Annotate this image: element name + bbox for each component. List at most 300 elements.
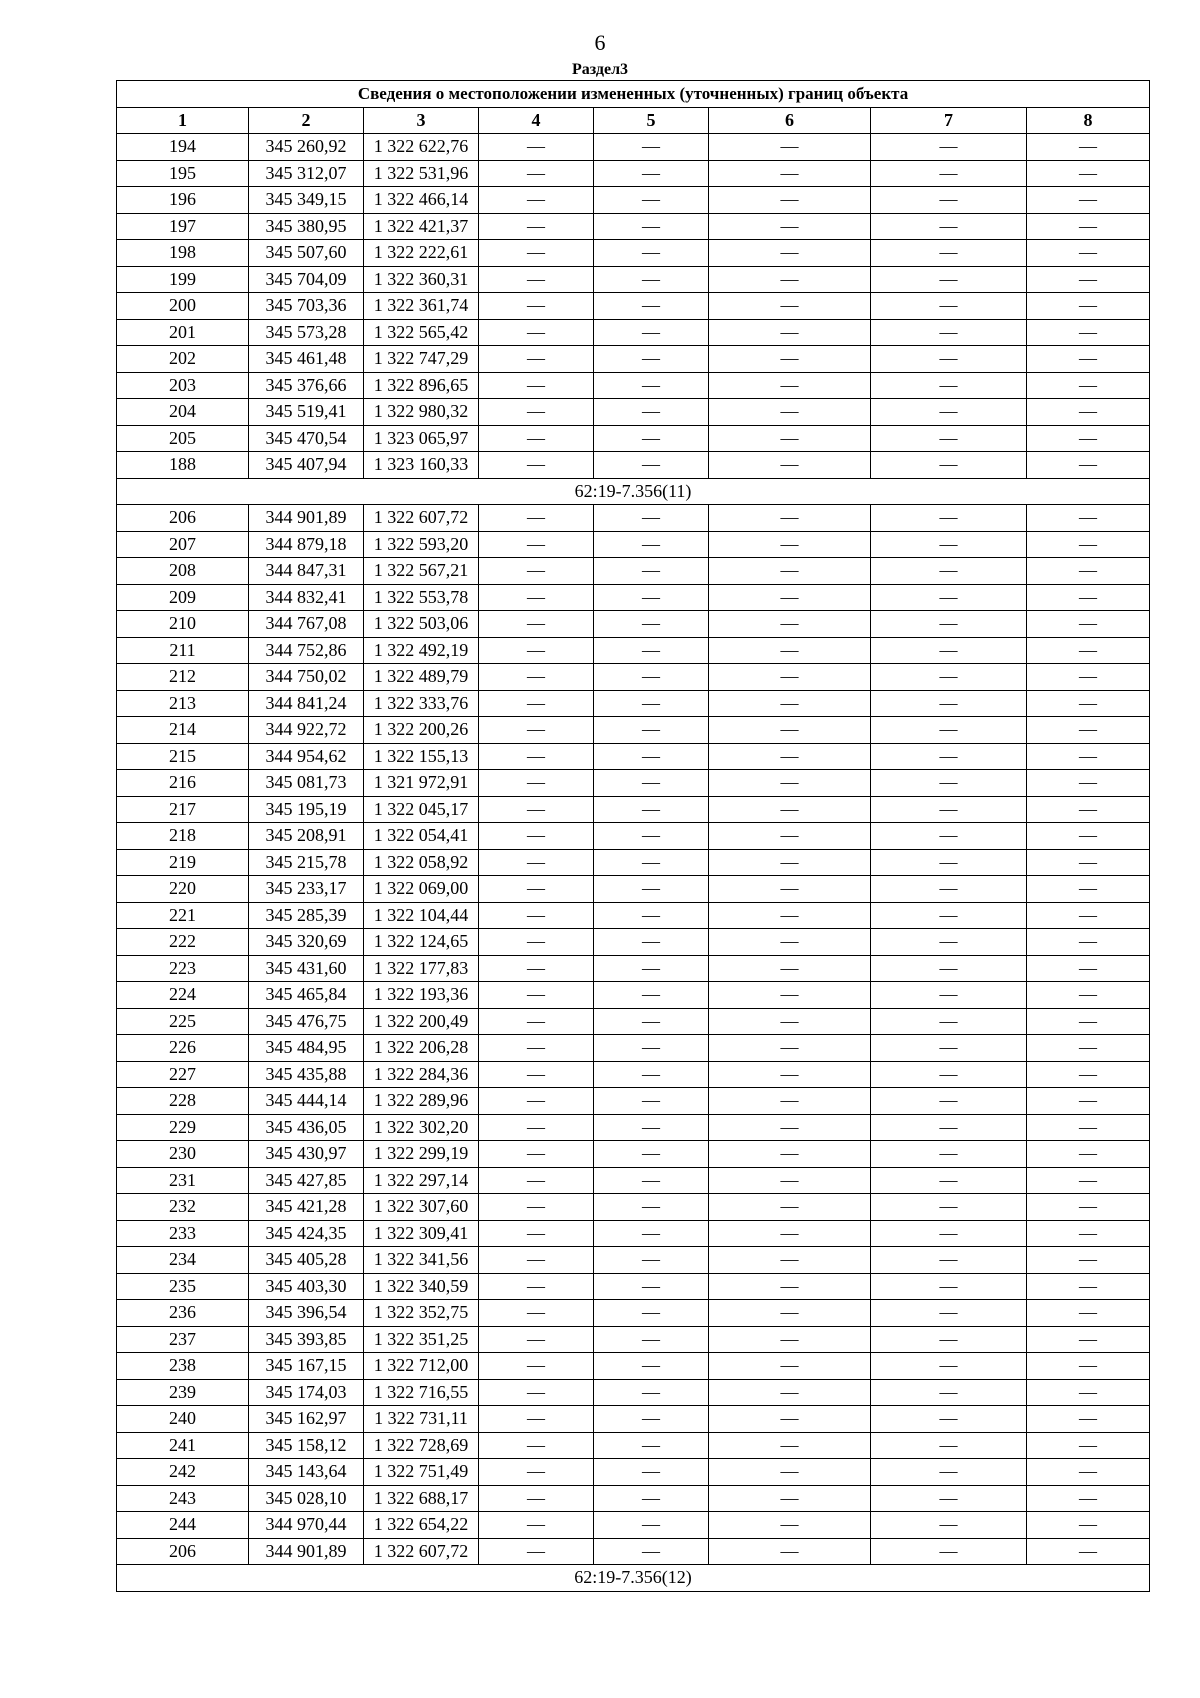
empty-value-cell: — <box>871 1273 1027 1300</box>
empty-value-cell: — <box>709 319 871 346</box>
point-number-cell: 188 <box>117 452 249 479</box>
x-coordinate-cell: 345 233,17 <box>249 876 364 903</box>
empty-value-cell: — <box>594 664 709 691</box>
empty-value-cell: — <box>594 1141 709 1168</box>
empty-value-cell: — <box>1027 584 1150 611</box>
table-row <box>117 982 1150 1009</box>
empty-value-cell: — <box>709 293 871 320</box>
y-coordinate-cell: 1 322 731,11 <box>364 1406 479 1433</box>
point-number-cell: 235 <box>117 1273 249 1300</box>
empty-value-cell: — <box>871 187 1027 214</box>
y-coordinate-cell: 1 322 104,44 <box>364 902 479 929</box>
y-coordinate-cell: 1 322 302,20 <box>364 1114 479 1141</box>
x-coordinate-cell: 345 470,54 <box>249 425 364 452</box>
empty-value-cell: — <box>479 796 594 823</box>
point-number-cell: 227 <box>117 1061 249 1088</box>
table-row <box>117 1008 1150 1035</box>
empty-value-cell: — <box>594 1432 709 1459</box>
empty-value-cell: — <box>479 505 594 532</box>
y-coordinate-cell: 1 323 065,97 <box>364 425 479 452</box>
y-coordinate-cell: 1 322 565,42 <box>364 319 479 346</box>
table-row <box>117 160 1150 187</box>
empty-value-cell: — <box>594 1194 709 1221</box>
empty-value-cell: — <box>871 425 1027 452</box>
y-coordinate-cell: 1 322 421,37 <box>364 213 479 240</box>
empty-value-cell: — <box>594 982 709 1009</box>
point-number-cell: 219 <box>117 849 249 876</box>
x-coordinate-cell: 345 405,28 <box>249 1247 364 1274</box>
point-number-cell: 221 <box>117 902 249 929</box>
empty-value-cell: — <box>594 531 709 558</box>
empty-value-cell: — <box>594 1220 709 1247</box>
empty-value-cell: — <box>709 690 871 717</box>
empty-value-cell: — <box>871 717 1027 744</box>
point-number-cell: 234 <box>117 1247 249 1274</box>
empty-value-cell: — <box>871 743 1027 770</box>
point-number-cell: 232 <box>117 1194 249 1221</box>
y-coordinate-cell: 1 322 567,21 <box>364 558 479 585</box>
x-coordinate-cell: 345 461,48 <box>249 346 364 373</box>
point-number-cell: 214 <box>117 717 249 744</box>
empty-value-cell: — <box>1027 1141 1150 1168</box>
empty-value-cell: — <box>594 240 709 267</box>
empty-value-cell: — <box>1027 1088 1150 1115</box>
point-number-cell: 204 <box>117 399 249 426</box>
empty-value-cell: — <box>1027 1247 1150 1274</box>
empty-value-cell: — <box>871 1008 1027 1035</box>
point-number-cell: 202 <box>117 346 249 373</box>
empty-value-cell: — <box>871 770 1027 797</box>
y-coordinate-cell: 1 322 489,79 <box>364 664 479 691</box>
empty-value-cell: — <box>1027 955 1150 982</box>
empty-value-cell: — <box>1027 187 1150 214</box>
empty-value-cell: — <box>594 611 709 638</box>
empty-value-cell: — <box>871 160 1027 187</box>
x-coordinate-cell: 345 349,15 <box>249 187 364 214</box>
empty-value-cell: — <box>709 611 871 638</box>
x-coordinate-cell: 345 444,14 <box>249 1088 364 1115</box>
empty-value-cell: — <box>1027 717 1150 744</box>
empty-value-cell: — <box>479 1167 594 1194</box>
empty-value-cell: — <box>709 584 871 611</box>
empty-value-cell: — <box>709 1141 871 1168</box>
table-row <box>117 743 1150 770</box>
y-coordinate-cell: 1 322 340,59 <box>364 1273 479 1300</box>
empty-value-cell: — <box>709 770 871 797</box>
table-row <box>117 372 1150 399</box>
empty-value-cell: — <box>479 1061 594 1088</box>
table-row <box>117 240 1150 267</box>
empty-value-cell: — <box>594 823 709 850</box>
empty-value-cell: — <box>479 399 594 426</box>
empty-value-cell: — <box>479 823 594 850</box>
empty-value-cell: — <box>479 425 594 452</box>
table-row <box>117 187 1150 214</box>
point-number-cell: 233 <box>117 1220 249 1247</box>
empty-value-cell: — <box>594 796 709 823</box>
y-coordinate-cell: 1 322 307,60 <box>364 1194 479 1221</box>
table-row <box>117 1247 1150 1274</box>
table-row <box>117 1538 1150 1565</box>
empty-value-cell: — <box>594 319 709 346</box>
point-number-cell: 208 <box>117 558 249 585</box>
empty-value-cell: — <box>871 637 1027 664</box>
point-number-cell: 229 <box>117 1114 249 1141</box>
y-coordinate-cell: 1 323 160,33 <box>364 452 479 479</box>
point-number-cell: 244 <box>117 1512 249 1539</box>
empty-value-cell: — <box>479 902 594 929</box>
empty-value-cell: — <box>1027 558 1150 585</box>
empty-value-cell: — <box>1027 346 1150 373</box>
empty-value-cell: — <box>871 1114 1027 1141</box>
y-coordinate-cell: 1 322 200,49 <box>364 1008 479 1035</box>
y-coordinate-cell: 1 322 980,32 <box>364 399 479 426</box>
empty-value-cell: — <box>871 399 1027 426</box>
empty-value-cell: — <box>709 160 871 187</box>
empty-value-cell: — <box>479 531 594 558</box>
empty-value-cell: — <box>1027 1300 1150 1327</box>
y-coordinate-cell: 1 322 200,26 <box>364 717 479 744</box>
empty-value-cell: — <box>479 1088 594 1115</box>
empty-value-cell: — <box>479 664 594 691</box>
x-coordinate-cell: 345 396,54 <box>249 1300 364 1327</box>
empty-value-cell: — <box>871 584 1027 611</box>
empty-value-cell: — <box>479 1326 594 1353</box>
empty-value-cell: — <box>709 876 871 903</box>
empty-value-cell: — <box>1027 1194 1150 1221</box>
empty-value-cell: — <box>479 637 594 664</box>
x-coordinate-cell: 345 403,30 <box>249 1273 364 1300</box>
table-row <box>117 717 1150 744</box>
empty-value-cell: — <box>594 1114 709 1141</box>
empty-value-cell: — <box>479 1512 594 1539</box>
point-number-cell: 239 <box>117 1379 249 1406</box>
table-row <box>117 611 1150 638</box>
x-coordinate-cell: 345 260,92 <box>249 134 364 161</box>
empty-value-cell: — <box>709 1538 871 1565</box>
empty-value-cell: — <box>871 1194 1027 1221</box>
point-number-cell: 242 <box>117 1459 249 1486</box>
point-number-cell: 223 <box>117 955 249 982</box>
point-number-cell: 211 <box>117 637 249 664</box>
empty-value-cell: — <box>594 346 709 373</box>
empty-value-cell: — <box>479 743 594 770</box>
x-coordinate-cell: 345 519,41 <box>249 399 364 426</box>
x-coordinate-cell: 345 407,94 <box>249 452 364 479</box>
empty-value-cell: — <box>1027 293 1150 320</box>
empty-value-cell: — <box>709 1008 871 1035</box>
empty-value-cell: — <box>871 1512 1027 1539</box>
empty-value-cell: — <box>871 1459 1027 1486</box>
empty-value-cell: — <box>594 876 709 903</box>
empty-value-cell: — <box>594 160 709 187</box>
table-row <box>117 1326 1150 1353</box>
empty-value-cell: — <box>1027 266 1150 293</box>
x-coordinate-cell: 344 841,24 <box>249 690 364 717</box>
x-coordinate-cell: 345 320,69 <box>249 929 364 956</box>
table-row <box>117 452 1150 479</box>
empty-value-cell: — <box>709 531 871 558</box>
x-coordinate-cell: 345 484,95 <box>249 1035 364 1062</box>
empty-value-cell: — <box>1027 1220 1150 1247</box>
point-number-cell: 197 <box>117 213 249 240</box>
empty-value-cell: — <box>871 849 1027 876</box>
empty-value-cell: — <box>594 1008 709 1035</box>
empty-value-cell: — <box>479 240 594 267</box>
point-number-cell: 237 <box>117 1326 249 1353</box>
table-row <box>117 1114 1150 1141</box>
empty-value-cell: — <box>871 1061 1027 1088</box>
table-row <box>117 876 1150 903</box>
x-coordinate-cell: 345 215,78 <box>249 849 364 876</box>
empty-value-cell: — <box>1027 160 1150 187</box>
y-coordinate-cell: 1 322 299,19 <box>364 1141 479 1168</box>
empty-value-cell: — <box>594 1459 709 1486</box>
empty-value-cell: — <box>594 213 709 240</box>
parcel-group-label: 62:19-7.356(11) <box>117 478 1150 505</box>
empty-value-cell: — <box>479 160 594 187</box>
empty-value-cell: — <box>479 849 594 876</box>
table-row <box>117 505 1150 532</box>
empty-value-cell: — <box>709 346 871 373</box>
empty-value-cell: — <box>594 1485 709 1512</box>
empty-value-cell: — <box>1027 1432 1150 1459</box>
point-number-cell: 217 <box>117 796 249 823</box>
empty-value-cell: — <box>594 637 709 664</box>
column-number-row <box>117 107 1150 134</box>
x-coordinate-cell: 345 424,35 <box>249 1220 364 1247</box>
x-coordinate-cell: 345 195,19 <box>249 796 364 823</box>
empty-value-cell: — <box>479 372 594 399</box>
empty-value-cell: — <box>871 1326 1027 1353</box>
empty-value-cell: — <box>709 637 871 664</box>
empty-value-cell: — <box>871 1353 1027 1380</box>
empty-value-cell: — <box>479 1035 594 1062</box>
empty-value-cell: — <box>479 876 594 903</box>
y-coordinate-cell: 1 322 654,22 <box>364 1512 479 1539</box>
empty-value-cell: — <box>709 743 871 770</box>
empty-value-cell: — <box>594 372 709 399</box>
table-row <box>117 1088 1150 1115</box>
y-coordinate-cell: 1 322 553,78 <box>364 584 479 611</box>
empty-value-cell: — <box>1027 902 1150 929</box>
empty-value-cell: — <box>479 1247 594 1274</box>
y-coordinate-cell: 1 322 607,72 <box>364 505 479 532</box>
empty-value-cell: — <box>479 1114 594 1141</box>
table-row <box>117 399 1150 426</box>
y-coordinate-cell: 1 322 333,76 <box>364 690 479 717</box>
empty-value-cell: — <box>709 982 871 1009</box>
empty-value-cell: — <box>871 266 1027 293</box>
empty-value-cell: — <box>709 1088 871 1115</box>
empty-value-cell: — <box>871 1485 1027 1512</box>
empty-value-cell: — <box>871 346 1027 373</box>
point-number-cell: 228 <box>117 1088 249 1115</box>
table-row <box>117 955 1150 982</box>
y-coordinate-cell: 1 322 751,49 <box>364 1459 479 1486</box>
empty-value-cell: — <box>1027 637 1150 664</box>
y-coordinate-cell: 1 322 492,19 <box>364 637 479 664</box>
empty-value-cell: — <box>709 1061 871 1088</box>
table-row <box>117 690 1150 717</box>
empty-value-cell: — <box>594 452 709 479</box>
empty-value-cell: — <box>479 1459 594 1486</box>
empty-value-cell: — <box>1027 319 1150 346</box>
x-coordinate-cell: 344 901,89 <box>249 505 364 532</box>
empty-value-cell: — <box>1027 876 1150 903</box>
table-row <box>117 929 1150 956</box>
empty-value-cell: — <box>871 876 1027 903</box>
empty-value-cell: — <box>871 823 1027 850</box>
table-row <box>117 425 1150 452</box>
empty-value-cell: — <box>1027 1008 1150 1035</box>
empty-value-cell: — <box>479 1300 594 1327</box>
table-row <box>117 1035 1150 1062</box>
empty-value-cell: — <box>1027 929 1150 956</box>
empty-value-cell: — <box>871 1538 1027 1565</box>
x-coordinate-cell: 345 476,75 <box>249 1008 364 1035</box>
table-row <box>117 134 1150 161</box>
point-number-cell: 205 <box>117 425 249 452</box>
y-coordinate-cell: 1 322 284,36 <box>364 1061 479 1088</box>
empty-value-cell: — <box>479 1273 594 1300</box>
empty-value-cell: — <box>871 1406 1027 1433</box>
empty-value-cell: — <box>871 664 1027 691</box>
empty-value-cell: — <box>479 1485 594 1512</box>
empty-value-cell: — <box>594 399 709 426</box>
x-coordinate-cell: 345 285,39 <box>249 902 364 929</box>
x-coordinate-cell: 345 081,73 <box>249 770 364 797</box>
y-coordinate-cell: 1 322 688,17 <box>364 1485 479 1512</box>
empty-value-cell: — <box>871 531 1027 558</box>
empty-value-cell: — <box>594 293 709 320</box>
table-row <box>117 266 1150 293</box>
empty-value-cell: — <box>709 1247 871 1274</box>
x-coordinate-cell: 344 752,86 <box>249 637 364 664</box>
table-row <box>117 1485 1150 1512</box>
y-coordinate-cell: 1 322 289,96 <box>364 1088 479 1115</box>
y-coordinate-cell: 1 321 972,91 <box>364 770 479 797</box>
empty-value-cell: — <box>594 1167 709 1194</box>
empty-value-cell: — <box>1027 213 1150 240</box>
point-number-cell: 201 <box>117 319 249 346</box>
empty-value-cell: — <box>1027 849 1150 876</box>
empty-value-cell: — <box>709 664 871 691</box>
empty-value-cell: — <box>709 1326 871 1353</box>
table-body <box>117 134 1150 1592</box>
y-coordinate-cell: 1 322 177,83 <box>364 955 479 982</box>
empty-value-cell: — <box>1027 690 1150 717</box>
empty-value-cell: — <box>1027 240 1150 267</box>
column-number: 1 <box>117 107 249 134</box>
table-row <box>117 1406 1150 1433</box>
x-coordinate-cell: 344 832,41 <box>249 584 364 611</box>
empty-value-cell: — <box>871 452 1027 479</box>
empty-value-cell: — <box>1027 1406 1150 1433</box>
point-number-cell: 196 <box>117 187 249 214</box>
empty-value-cell: — <box>709 1167 871 1194</box>
empty-value-cell: — <box>594 266 709 293</box>
empty-value-cell: — <box>479 982 594 1009</box>
y-coordinate-cell: 1 322 503,06 <box>364 611 479 638</box>
point-number-cell: 222 <box>117 929 249 956</box>
empty-value-cell: — <box>871 1247 1027 1274</box>
empty-value-cell: — <box>709 1379 871 1406</box>
empty-value-cell: — <box>709 452 871 479</box>
column-number: 7 <box>871 107 1027 134</box>
empty-value-cell: — <box>709 425 871 452</box>
group-header-row <box>117 1565 1150 1592</box>
empty-value-cell: — <box>709 372 871 399</box>
empty-value-cell: — <box>1027 1114 1150 1141</box>
point-number-cell: 241 <box>117 1432 249 1459</box>
x-coordinate-cell: 345 380,95 <box>249 213 364 240</box>
x-coordinate-cell: 345 573,28 <box>249 319 364 346</box>
x-coordinate-cell: 345 421,28 <box>249 1194 364 1221</box>
empty-value-cell: — <box>479 1406 594 1433</box>
x-coordinate-cell: 345 028,10 <box>249 1485 364 1512</box>
empty-value-cell: — <box>871 690 1027 717</box>
empty-value-cell: — <box>709 1035 871 1062</box>
table-row <box>117 1300 1150 1327</box>
empty-value-cell: — <box>479 690 594 717</box>
empty-value-cell: — <box>594 1406 709 1433</box>
page-number: 6 <box>594 30 606 55</box>
empty-value-cell: — <box>871 558 1027 585</box>
point-number-cell: 194 <box>117 134 249 161</box>
point-number-cell: 230 <box>117 1141 249 1168</box>
x-coordinate-cell: 345 430,97 <box>249 1141 364 1168</box>
point-number-cell: 218 <box>117 823 249 850</box>
point-number-cell: 215 <box>117 743 249 770</box>
empty-value-cell: — <box>594 1247 709 1274</box>
x-coordinate-cell: 345 507,60 <box>249 240 364 267</box>
point-number-cell: 206 <box>117 505 249 532</box>
x-coordinate-cell: 345 393,85 <box>249 1326 364 1353</box>
y-coordinate-cell: 1 322 531,96 <box>364 160 479 187</box>
empty-value-cell: — <box>594 425 709 452</box>
empty-value-cell: — <box>1027 1326 1150 1353</box>
point-number-cell: 212 <box>117 664 249 691</box>
empty-value-cell: — <box>479 134 594 161</box>
x-coordinate-cell: 345 704,09 <box>249 266 364 293</box>
empty-value-cell: — <box>479 266 594 293</box>
empty-value-cell: — <box>594 1326 709 1353</box>
y-coordinate-cell: 1 322 222,61 <box>364 240 479 267</box>
empty-value-cell: — <box>709 1220 871 1247</box>
y-coordinate-cell: 1 322 155,13 <box>364 743 479 770</box>
empty-value-cell: — <box>479 584 594 611</box>
table-row <box>117 823 1150 850</box>
empty-value-cell: — <box>871 929 1027 956</box>
point-number-cell: 195 <box>117 160 249 187</box>
point-number-cell: 220 <box>117 876 249 903</box>
empty-value-cell: — <box>709 1353 871 1380</box>
group-header-row <box>117 478 1150 505</box>
point-number-cell: 198 <box>117 240 249 267</box>
empty-value-cell: — <box>871 796 1027 823</box>
point-number-cell: 231 <box>117 1167 249 1194</box>
empty-value-cell: — <box>709 1485 871 1512</box>
empty-value-cell: — <box>1027 1459 1150 1486</box>
x-coordinate-cell: 344 879,18 <box>249 531 364 558</box>
table-row <box>117 1194 1150 1221</box>
empty-value-cell: — <box>871 213 1027 240</box>
empty-value-cell: — <box>709 1194 871 1221</box>
x-coordinate-cell: 345 465,84 <box>249 982 364 1009</box>
empty-value-cell: — <box>1027 1379 1150 1406</box>
table-row <box>117 664 1150 691</box>
